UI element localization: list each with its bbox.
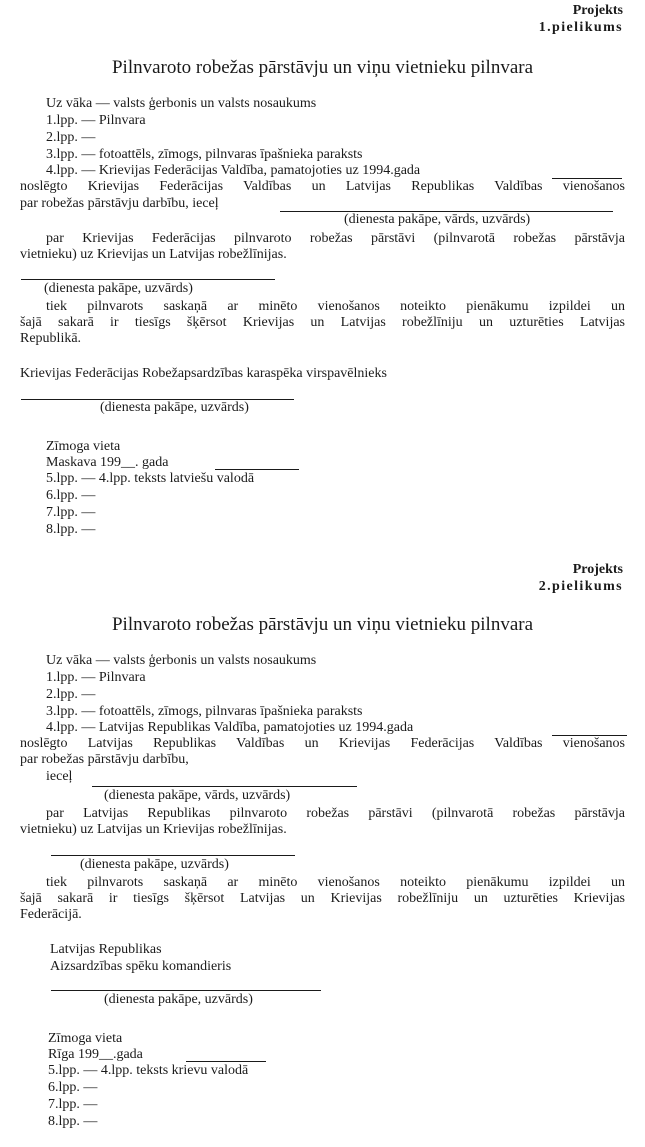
page-2-line: 2.lpp. — xyxy=(46,130,96,145)
page-4-line-d: par Latvijas Republikas pilnvaroto robežas pārstāvi (pilnvarotā robežas pārstāvja xyxy=(46,806,625,821)
page-4-line-e: vietnieku) uz Krievijas un Latvijas robežlīnijas. xyxy=(20,247,287,262)
page-4-line-c: par robežas pārstāvju darbību, ieceļ xyxy=(20,196,219,211)
page-7-line: 7.lpp. — xyxy=(46,505,96,520)
signer-line-1: Latvijas Republikas xyxy=(50,942,162,957)
page-4-line-b: noslēgto Latvijas Republikas Valdības un Krievijas Federācijas Valdības vienošanos xyxy=(20,736,625,751)
annex-number: 1.pielikums xyxy=(538,20,623,35)
page-4-line-e: vietnieku) uz Latvijas un Krievijas robežlīnijas. xyxy=(20,822,287,837)
page-4-line-b: noslēgto Krievijas Federācijas Valdības un Latvijas Republikas Valdības vienošanos xyxy=(20,179,625,194)
rank-blank-line xyxy=(51,855,295,856)
page-8-line: 8.lpp. — xyxy=(48,1114,98,1129)
place-date: Maskava 199__. gada xyxy=(46,455,169,470)
page-2-line: 2.lpp. — xyxy=(46,687,96,702)
page-4-line-f: tiek pilnvarots saskaņā ar minēto vienošanos noteikto pienākumu izpildei un xyxy=(46,875,625,890)
page-4-line-c2: ieceļ xyxy=(46,769,73,784)
page-4-line-f: tiek pilnvarots saskaņā ar minēto vienošanos noteikto pienākumu izpildei un xyxy=(46,299,625,314)
page-4-line-a: 4.lpp. — Krievijas Federācijas Valdība, pamatojoties uz 1994.gada xyxy=(46,163,421,178)
signature-caption: (dienesta pakāpe, uzvārds) xyxy=(104,992,253,1007)
date-blank-line-2 xyxy=(215,469,299,470)
annex-title: Pilnvaroto robežas pārstāvju un viņu vietnieku pilnvara xyxy=(111,614,534,635)
page-4-line-c: par robežas pārstāvju darbību, xyxy=(20,752,189,767)
signature-caption: (dienesta pakāpe, uzvārds) xyxy=(100,400,249,415)
page-4-line-g: šajā sakarā ir tiesīgs šķērsot Latvijas un Krievijas robežlīniju un uzturēties Krievijas xyxy=(20,891,625,906)
signer-title: Krievijas Federācijas Robežapsardzības karaspēka virspavēlnieks xyxy=(20,366,387,381)
page-3-line: 3.lpp. — fotoattēls, zīmogs, pilnvaras īpašnieka paraksts xyxy=(46,147,363,162)
annex-title: Pilnvaroto robežas pārstāvju un viņu vietnieku pilnvara xyxy=(111,57,534,78)
place-date: Rīga 199__.gada xyxy=(48,1047,143,1062)
page-6-line: 6.lpp. — xyxy=(46,488,96,503)
rank-blank-line xyxy=(21,279,275,280)
seal-place: Zīmoga vieta xyxy=(48,1031,123,1046)
cover-line: Uz vāka — valsts ģerbonis un valsts nosaukums xyxy=(46,96,317,111)
cover-line: Uz vāka — valsts ģerbonis un valsts nosaukums xyxy=(46,653,317,668)
appointee-blank-line xyxy=(92,786,357,787)
projekts-label: Projekts xyxy=(572,562,623,577)
page-4-line-h: Federācijā. xyxy=(20,907,82,922)
page-5-line: 5.lpp. — 4.lpp. teksts krievu valodā xyxy=(48,1063,249,1078)
page-4-line-g: šajā sakarā ir tiesīgs šķērsot Krievijas un Latvijas robežlīniju un uzturēties Latvijas xyxy=(20,315,625,330)
page-6-line: 6.lpp. — xyxy=(48,1080,98,1095)
annex-number: 2.pielikums xyxy=(538,579,623,594)
page-8-line: 8.lpp. — xyxy=(46,522,96,537)
page-7-line: 7.lpp. — xyxy=(48,1097,98,1112)
signer-line-2: Aizsardzības spēku komandieris xyxy=(50,959,232,974)
signature-blank-line xyxy=(51,990,321,991)
page-4-line-h: Republikā. xyxy=(20,331,82,346)
page-4-line-a: 4.lpp. — Latvijas Republikas Valdība, pamatojoties uz 1994.gada xyxy=(46,720,414,735)
rank-caption: (dienesta pakāpe, uzvārds) xyxy=(80,857,229,872)
projekts-label: Projekts xyxy=(572,3,623,18)
page-3-line: 3.lpp. — fotoattēls, zīmogs, pilnvaras īpašnieka paraksts xyxy=(46,704,363,719)
page-1-line: 1.lpp. — Pilnvara xyxy=(46,670,146,685)
date-blank-line-2 xyxy=(186,1061,266,1062)
appointee-caption: (dienesta pakāpe, vārds, uzvārds) xyxy=(344,212,531,227)
appointee-caption: (dienesta pakāpe, vārds, uzvārds) xyxy=(104,788,291,803)
page-4-line-d: par Krievijas Federācijas pilnvaroto robežas pārstāvi (pilnvarotā robežas pārstāvja xyxy=(46,231,625,246)
seal-place: Zīmoga vieta xyxy=(46,439,121,454)
rank-caption: (dienesta pakāpe, uzvārds) xyxy=(44,281,193,296)
page-5-line: 5.lpp. — 4.lpp. teksts latviešu valodā xyxy=(46,471,255,486)
page-1-line: 1.lpp. — Pilnvara xyxy=(46,113,146,128)
